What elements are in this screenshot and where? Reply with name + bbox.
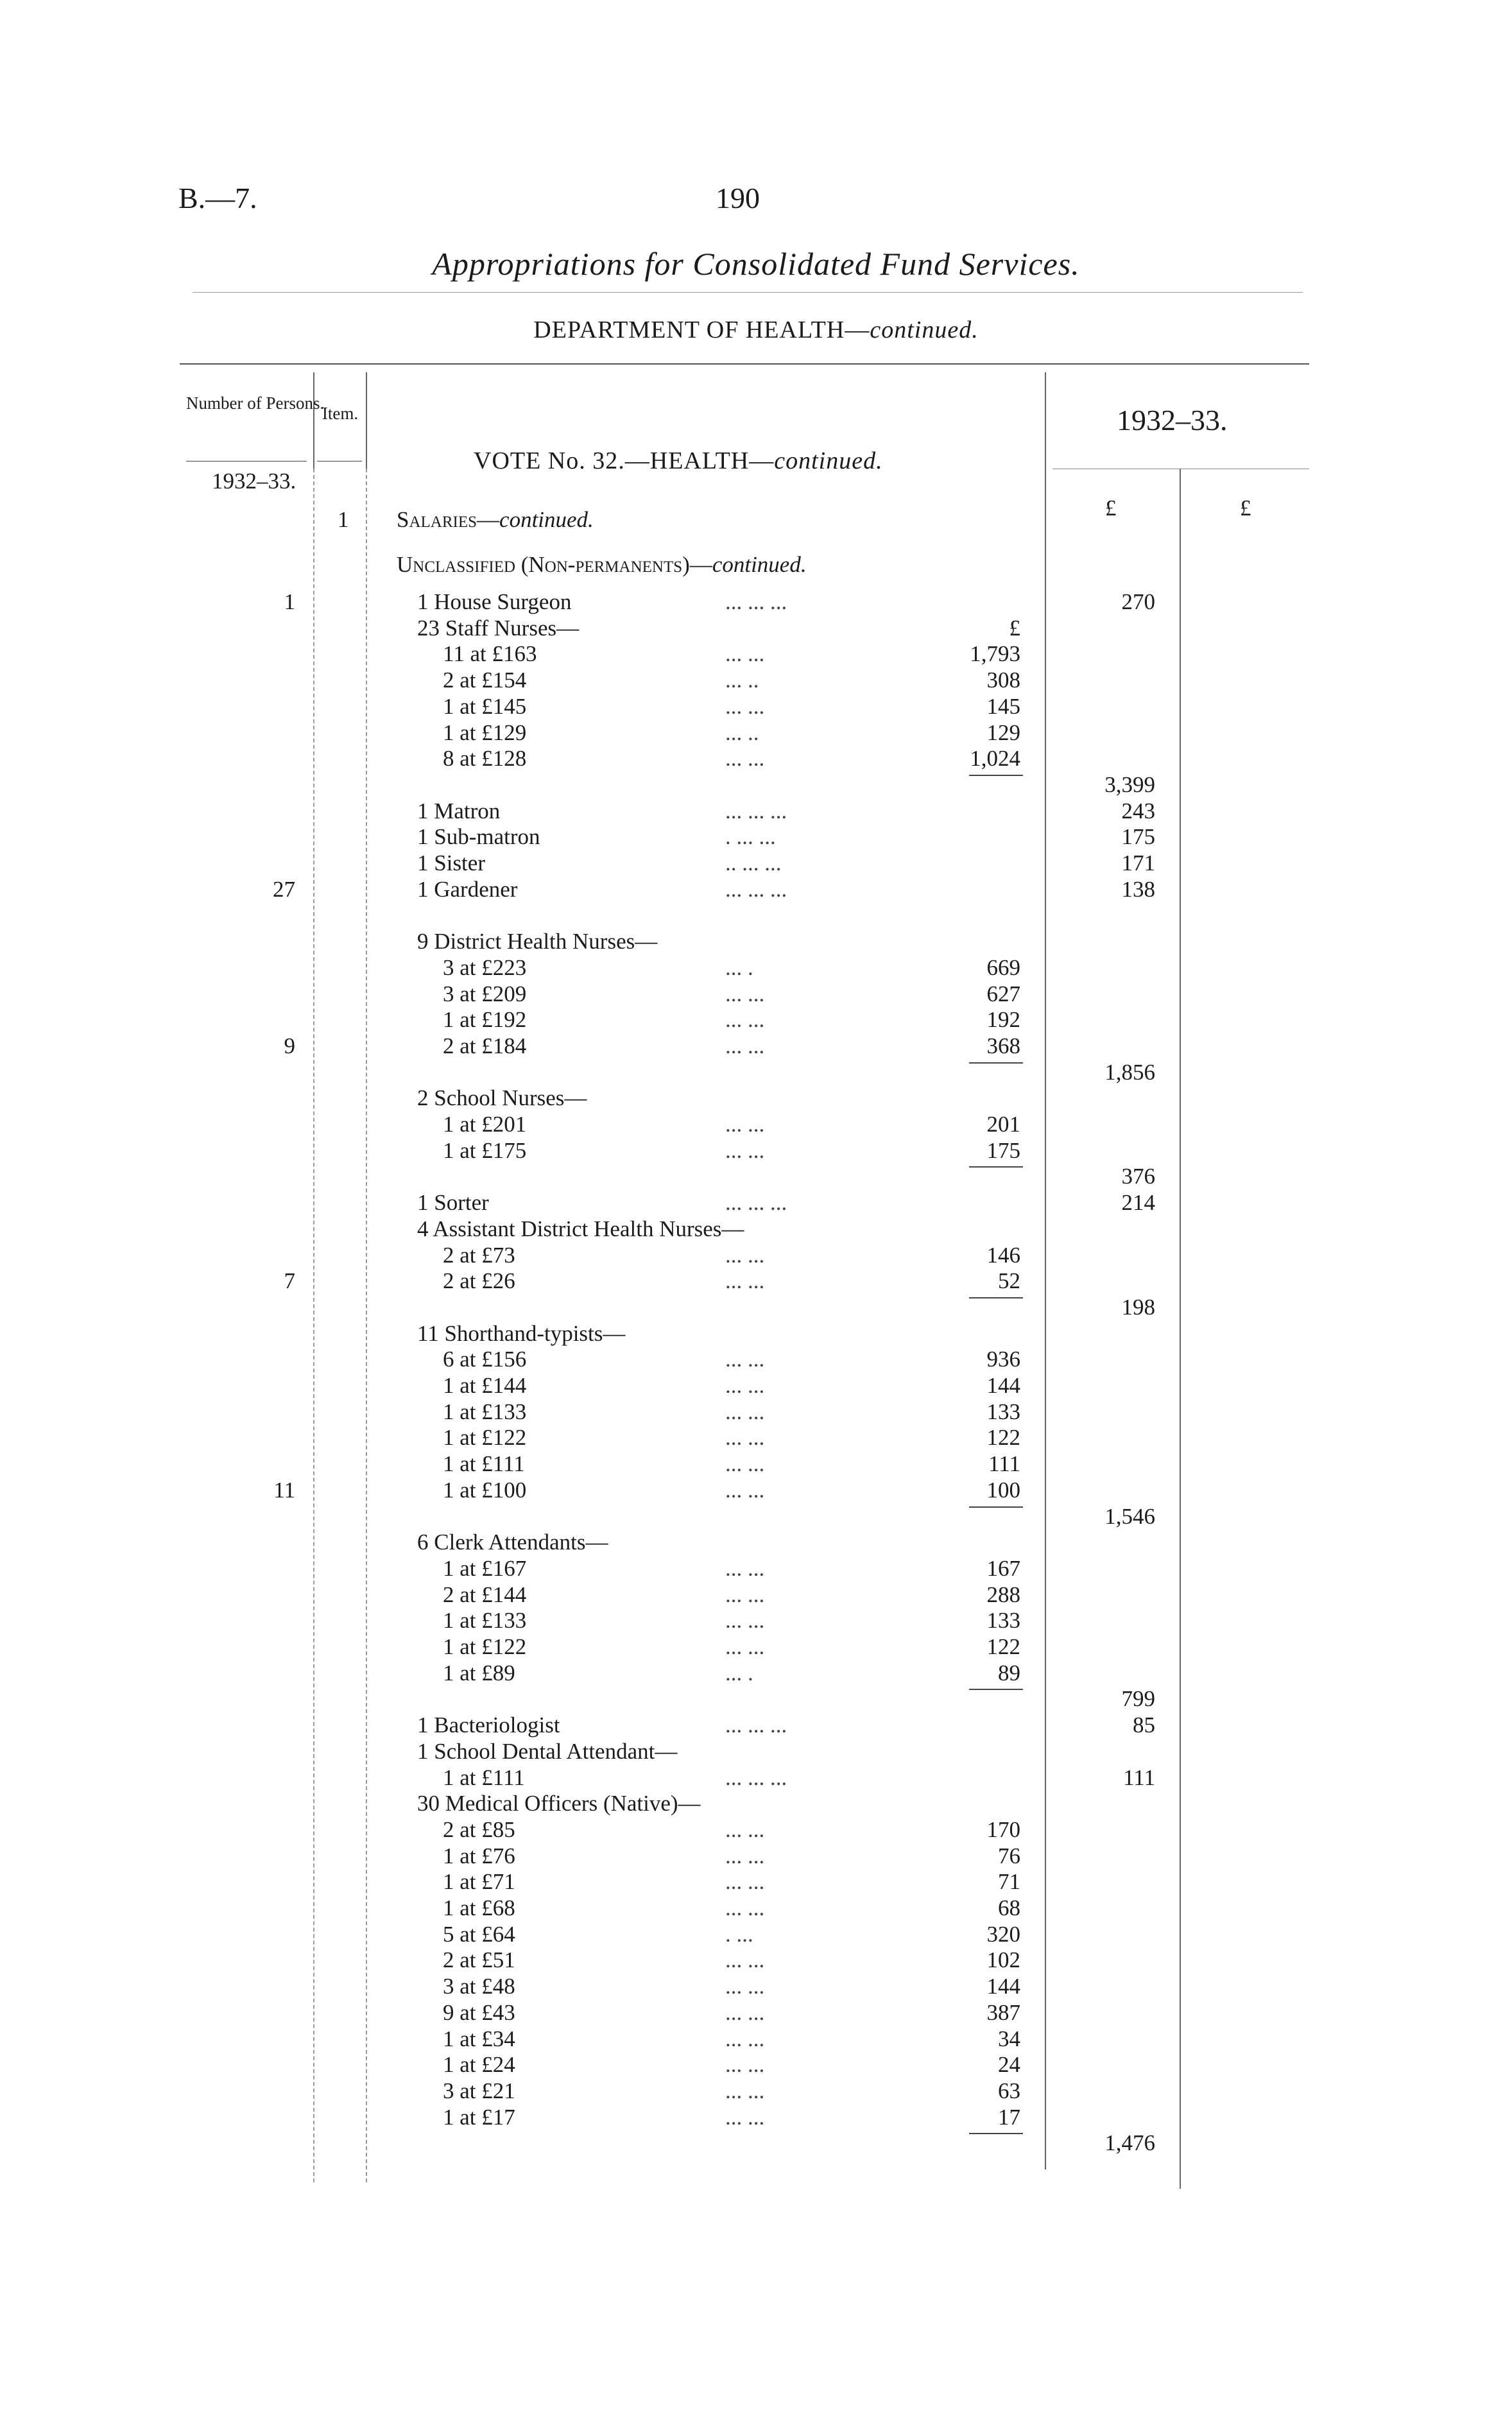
row-label: 1 at £68 [443,1895,515,1920]
leader-dots: ... ... [725,1451,765,1476]
leader-dots: ... ... [725,1478,765,1503]
inner-amount: 175 [986,1138,1020,1163]
row-label: 6 at £156 [443,1347,527,1372]
row-label: 1 at £133 [443,1399,527,1424]
row-label: 9 at £43 [443,2000,515,2025]
inner-amount: £ [1009,616,1020,641]
title-rule [193,292,1303,293]
inner-amount: 627 [986,981,1020,1006]
outer-amount: 376 [1121,1164,1155,1189]
inner-amount: 192 [986,1007,1020,1032]
row-label: 2 at £51 [443,1947,515,1972]
row-label: 1 at £144 [443,1373,527,1398]
leader-dots: ... ... ... [725,1190,787,1215]
row-label: 1 at £145 [443,694,527,719]
outer-amount: 198 [1121,1295,1155,1320]
leader-dots: ... ... [725,1947,765,1972]
leader-dots: ... . [725,955,753,980]
inner-amount: 52 [998,1268,1020,1293]
item-header: Item. [322,404,359,423]
row-label: 1 at £133 [443,1608,527,1633]
row-label: 1 at £17 [443,2105,515,2130]
subhead-heading: Unclassified (Non-permanents)—continued. [397,552,807,577]
item-number: 1 [338,507,349,532]
row-label: 5 at £64 [443,1922,515,1947]
row-label: 2 at £73 [443,1243,515,1268]
inner-amount: 133 [986,1399,1020,1424]
outer-amount: 243 [1121,798,1155,824]
row-label: 2 at £144 [443,1582,527,1607]
leader-dots: ... ... ... [725,589,787,614]
row-label: 2 at £184 [443,1033,527,1058]
item-col-rule [366,469,367,2182]
inner-amount: 288 [986,1582,1020,1607]
inner-amount: 145 [986,694,1020,719]
page-title: Appropriations for Consolidated Fund Services. [432,246,1080,282]
inner-amount: 133 [986,1608,1020,1633]
row-label: 1 at £129 [443,720,527,745]
outer-amount: 175 [1121,824,1155,849]
leader-dots: ... ... [725,1399,765,1424]
leader-dots: ... ... [725,1425,765,1450]
outer-amount: 3,399 [1104,772,1155,797]
row-label: 1 School Dental Attendant— [417,1739,678,1764]
leader-dots: ... ... ... [725,1765,787,1790]
leader-dots: ... ... [725,1268,765,1293]
persons-count: 7 [284,1268,295,1293]
item-col-left-rule [313,372,314,469]
row-label: 1 Sub-matron [417,824,540,849]
row-label: 1 at £76 [443,1843,515,1868]
leader-dots: ... . [725,1660,753,1686]
row-label: 1 at £71 [443,1869,515,1894]
row-label: 1 Sister [417,850,485,875]
subtotal-rule [969,1062,1023,1064]
leader-dots: ... ... [725,746,765,771]
subtotal-rule [969,1166,1023,1168]
inner-amount: 129 [986,720,1020,745]
leader-dots: ... ... [725,1243,765,1268]
inner-amount: 308 [986,668,1020,693]
leader-dots: ... ... [725,641,765,666]
row-label: 1 at £201 [443,1112,527,1137]
outer-amount: 1,476 [1104,2130,1155,2155]
inner-amount: 122 [986,1634,1020,1659]
document-reference: B.—7. [178,182,257,214]
year-header: 1932–33. [1117,404,1228,436]
inner-amount: 34 [998,2026,1020,2051]
row-label: 1 Bacteriologist [417,1712,560,1738]
inner-amount: 24 [998,2052,1020,2077]
inner-amount: 201 [986,1112,1020,1137]
inner-amount: 100 [986,1478,1020,1503]
row-label: 1 at £175 [443,1138,527,1163]
inner-amount: 387 [986,2000,1020,2025]
inner-amount: 71 [998,1869,1020,1894]
row-label: 2 at £85 [443,1817,515,1842]
leader-dots: ... .. [725,720,759,745]
row-label: 9 District Health Nurses— [417,929,658,954]
persons-count: 27 [273,877,295,902]
row-label: 2 at £26 [443,1268,515,1293]
inner-amount: 1,024 [970,746,1020,771]
row-label: 3 at £209 [443,981,527,1006]
leader-dots: ... ... [725,1895,765,1920]
subtotal-rule [969,1506,1023,1508]
amount-col-left-rule [1045,372,1046,2169]
row-label: 3 at £21 [443,2078,515,2103]
leader-dots: ... ... [725,1582,765,1607]
inner-amount: 144 [986,1974,1020,1999]
year-left: 1932–33. [212,469,296,494]
subtotal-rule [969,2133,1023,2134]
leader-dots: ... ... ... [725,798,787,824]
item-col-right-rule [366,372,367,469]
department-heading: DEPARTMENT OF HEALTH—continued. [533,316,979,343]
subtotal-rule [969,1689,1023,1690]
persons-col-rule [313,469,314,2182]
leader-dots: ... ... [725,1033,765,1058]
row-label: 1 at £111 [443,1765,525,1790]
leader-dots: ... ... [725,1112,765,1137]
row-label: 1 at £167 [443,1556,527,1581]
row-label: 1 Sorter [417,1190,489,1215]
persons-count: 11 [273,1478,295,1503]
inner-amount: 76 [998,1843,1020,1868]
vote-title: VOTE No. 32.—HEALTH—continued. [474,447,883,474]
leader-dots: . ... [725,1922,753,1947]
outer-amount: 171 [1121,850,1155,875]
row-label: 1 at £89 [443,1660,515,1686]
inner-amount: 167 [986,1556,1020,1581]
row-label: 1 Matron [417,798,501,824]
inner-amount: 144 [986,1373,1020,1398]
row-label: 2 at £154 [443,668,527,693]
leader-dots: ... ... [725,1634,765,1659]
leader-dots: ... ... [725,1974,765,1999]
row-label: 30 Medical Officers (Native)— [417,1791,701,1816]
row-label: 1 House Surgeon [417,589,572,614]
leader-dots: ... ... [725,1608,765,1633]
leader-dots: ... ... [725,1817,765,1842]
inner-amount: 68 [998,1895,1020,1920]
persons-count: 9 [284,1033,295,1058]
inner-amount: 146 [986,1243,1020,1268]
inner-amount: 63 [998,2078,1020,2103]
leader-dots: . ... ... [725,824,776,849]
row-label: 1 at £24 [443,2052,515,2077]
leader-dots: ... ... [725,1556,765,1581]
row-label: 11 at £163 [443,641,537,666]
row-label: 1 Gardener [417,877,518,902]
leader-dots: ... ... [725,2105,765,2130]
inner-amount: 320 [986,1922,1020,1947]
leader-dots: ... ... [725,1843,765,1868]
leader-dots: ... ... ... [725,1712,787,1738]
row-label: 1 at £122 [443,1634,527,1659]
leader-dots: ... ... [725,2026,765,2051]
outer-amount: 138 [1121,877,1155,902]
salaries-heading: Salaries—continued. [397,507,594,532]
inner-amount: 17 [998,2105,1020,2130]
pound-col-1: £ [1105,496,1117,521]
outer-amount: 799 [1121,1686,1155,1711]
outer-amount: 270 [1121,589,1155,614]
row-label: 3 at £48 [443,1974,515,1999]
inner-amount: 102 [986,1947,1020,1972]
leader-dots: ... ... [725,2078,765,2103]
leader-dots: ... ... [725,2052,765,2077]
inner-amount: 669 [986,955,1020,980]
row-label: 1 at £111 [443,1451,525,1476]
leader-dots: ... ... [725,1347,765,1372]
row-label: 8 at £128 [443,746,527,771]
row-label: 2 School Nurses— [417,1085,587,1110]
outer-amount: 1,856 [1104,1060,1155,1085]
subtotal-rule [969,1297,1023,1298]
leader-dots: ... ... [725,1138,765,1163]
row-label: 23 Staff Nurses— [417,616,580,641]
row-label: 11 Shorthand-typists— [417,1321,626,1346]
leader-dots: ... ... [725,1007,765,1032]
leader-dots: .. ... ... [725,850,782,875]
row-label: 1 at £192 [443,1007,527,1032]
outer-amount: 214 [1121,1190,1155,1215]
leader-dots: ... ... [725,2000,765,2025]
inner-amount: 368 [986,1033,1020,1058]
leader-dots: ... ... [725,1373,765,1398]
outer-amount: 111 [1123,1765,1155,1790]
row-label: 1 at £34 [443,2026,515,2051]
leader-dots: ... ... [725,1869,765,1894]
row-label: 1 at £100 [443,1478,527,1503]
inner-amount: 89 [998,1660,1020,1686]
leader-dots: ... ... [725,694,765,719]
row-label: 3 at £223 [443,955,527,980]
row-label: 6 Clerk Attendants— [417,1530,608,1555]
inner-amount: 122 [986,1425,1020,1450]
inner-amount: 111 [988,1451,1020,1476]
inner-amount: 936 [986,1347,1020,1372]
subtotal-rule [969,775,1023,776]
page-number: 190 [716,182,760,214]
number-of-persons-header: Number of Persons. [186,393,325,413]
row-label: 4 Assistant District Health Nurses— [417,1216,744,1241]
row-label: 1 at £122 [443,1425,527,1450]
amount-col-mid-rule [1180,469,1181,2189]
leader-dots: ... .. [725,668,759,693]
table-top-rule [180,363,1309,365]
outer-amount: 1,546 [1104,1504,1155,1529]
leader-dots: ... ... ... [725,877,787,902]
persons-count: 1 [284,589,295,614]
inner-amount: 1,793 [970,641,1020,666]
leader-dots: ... ... [725,981,765,1006]
inner-amount: 170 [986,1817,1020,1842]
pound-col-2: £ [1240,496,1251,521]
outer-amount: 85 [1133,1712,1155,1738]
